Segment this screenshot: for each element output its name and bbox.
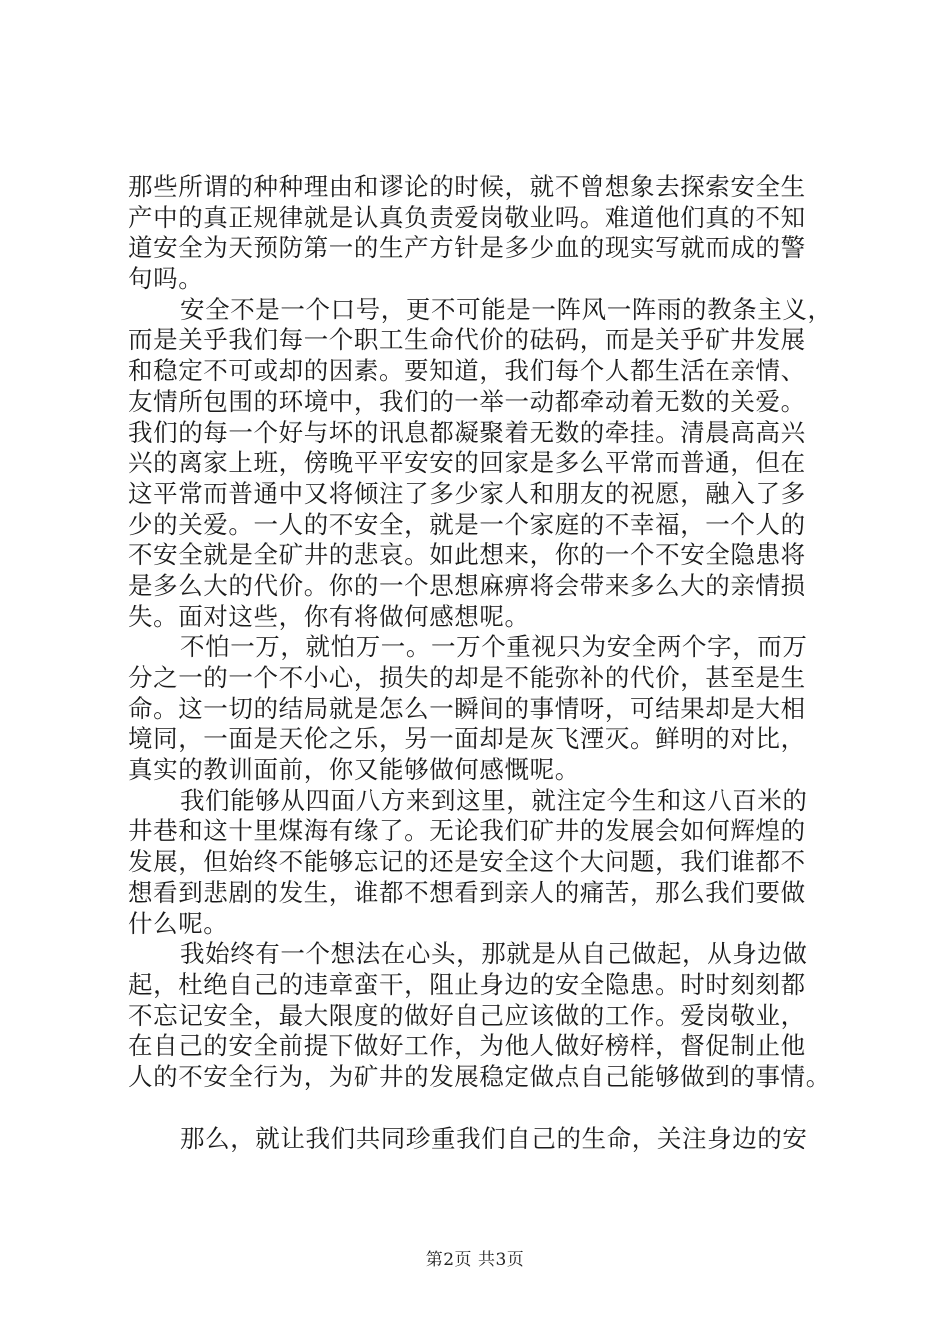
- document-body: [128, 172, 858, 1154]
- text-line: 起，杜绝自己的违章蛮干，阻止身边的安全隐患。时时刻刻都: [128, 969, 806, 999]
- text-line: 道安全为天预防第一的生产方针是多少血的现实写就而成的警: [128, 233, 806, 263]
- paragraph: [128, 1124, 858, 1155]
- text-line: 那么，就让我们共同珍重我们自己的生命，关注身边的安: [180, 1123, 808, 1153]
- text-line: 这平常而普通中又将倾注了多少家人和朋友的祝愿，融入了多: [128, 478, 806, 508]
- text-line: 什么呢。: [128, 908, 229, 938]
- paragraph: [128, 295, 858, 633]
- paragraph: [128, 939, 858, 1092]
- text-line: 友情所包围的环境中，我们的一举一动都牵动着无数的关爱。: [128, 386, 806, 416]
- paragraph: [128, 632, 858, 785]
- text-line: 我始终有一个想法在心头，那就是从自己做起，从身边做: [180, 939, 808, 969]
- text-line: 是多么大的代价。你的一个思想麻痹将会带来多么大的亲情损: [128, 570, 806, 600]
- text-line: 真实的教训面前，你又能够做何感慨呢。: [128, 755, 580, 785]
- text-line: 我们能够从四面八方来到这里，就注定今生和这八百米的: [180, 785, 808, 815]
- text-line: 想看到悲剧的发生，谁都不想看到亲人的痛苦，那么我们要做: [128, 877, 806, 907]
- paragraph-gap: [128, 1093, 858, 1124]
- text-line: 井巷和这十里煤海有缘了。无论我们矿井的发展会如何辉煌的: [128, 816, 806, 846]
- text-line: 和稳定不可或却的因素。要知道，我们每个人都生活在亲情、: [128, 356, 806, 386]
- text-line: 那些所谓的种种理由和谬论的时候，就不曾想象去探索安全生: [128, 172, 806, 201]
- text-line: 在自己的安全前提下做好工作，为他人做好榜样，督促制止他: [128, 1031, 806, 1061]
- text-line: 不怕一万，就怕万一。一万个重视只为安全两个字，而万: [180, 632, 808, 662]
- text-line: 发展，但始终不能够忘记的还是安全这个大问题，我们谁都不: [128, 847, 806, 877]
- text-line: 安全不是一个口号，更不可能是一阵风一阵雨的教条主义，: [180, 294, 833, 324]
- text-line: 我们的每一个好与坏的讯息都凝聚着无数的牵挂。清晨高高兴: [128, 417, 806, 447]
- text-line: 失。面对这些，你有将做何感想呢。: [128, 601, 530, 631]
- text-line: 兴的离家上班，傍晚平平安安的回家是多么平常而普通，但在: [128, 448, 806, 478]
- text-line: 人的不安全行为，为矿井的发展稳定做点自己能够做到的事情。: [128, 1061, 831, 1091]
- text-line: 境同，一面是天伦之乐，另一面却是灰飞湮灭。鲜明的对比，: [128, 724, 806, 754]
- page-footer: 第2页 共3页: [425, 1250, 525, 1270]
- paragraph: [128, 172, 858, 295]
- text-line: 少的关爱。一人的不安全，就是一个家庭的不幸福，一个人的: [128, 509, 806, 539]
- text-line: 命。这一切的结局就是怎么一瞬间的事情呀，可结果却是大相: [128, 693, 806, 723]
- text-line: 而是关乎我们每一个职工生命代价的砝码，而是关乎矿井发展: [128, 325, 806, 355]
- text-line: 产中的真正规律就是认真负责爱岗敬业吗。难道他们真的不知: [128, 202, 806, 232]
- text-line: 分之一的一个不小心，损失的却是不能弥补的代价，甚至是生: [128, 663, 806, 692]
- text-line: 不安全就是全矿井的悲哀。如此想来，你的一个不安全隐患将: [128, 540, 806, 570]
- text-line: 不忘记安全，最大限度的做好自己应该做的工作。爱岗敬业，: [128, 1000, 806, 1030]
- paragraph: [128, 786, 858, 939]
- text-line: 句吗。: [128, 264, 204, 294]
